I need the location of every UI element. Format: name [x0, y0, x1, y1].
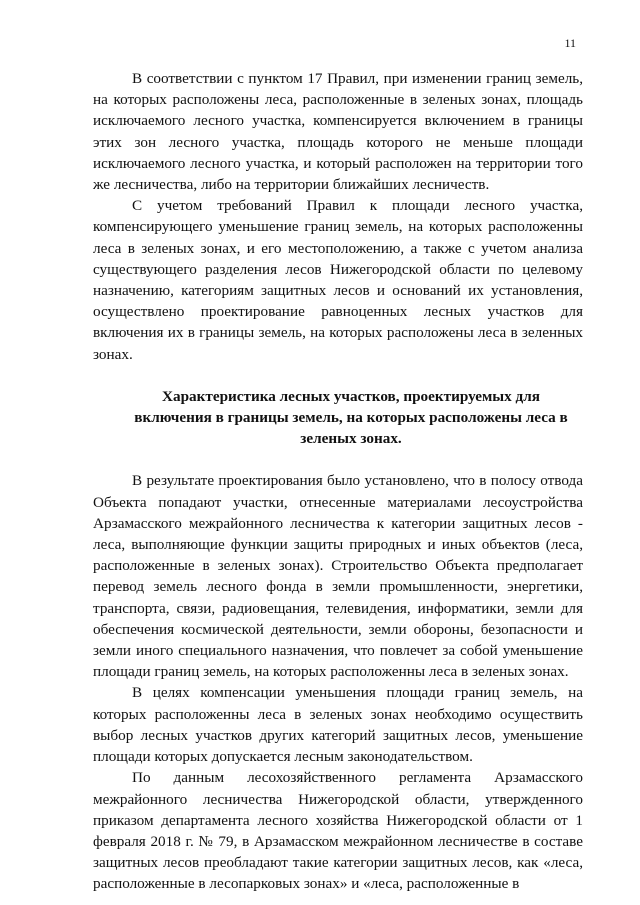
spacer — [93, 449, 583, 470]
paragraph-regulation-data: По данным лесохозяйственного регламента Арзамасского межрайонного лесничества Нижегородской области, утвержденного приказом департамента лесного хозяйства Нижегородской области от 1 февраля 2018 г. № 79, в Арзамасском межрайонном лесничестве в составе защитных лесов преобладают такие категории защитных лесов, как «леса, расположенные в лесопарковых зонах» и «леса, расположенные в — [93, 769, 583, 893]
paragraph-requirements: С учетом требований Правил к площади лесного участка, компенсирующего уменьшение границ земель, на которых расположенны леса в зеленых зонах, и его местоположению, а также с учетом анализа существующего разделения лесов Нижегородской области по целевому назначению, категориям защитных лесов и оснований их установления, осуществлено проектирование равноценных лесных участков для включения их в границы земель, на которых расположены леса в зеленных зонах. — [93, 197, 583, 363]
paragraph-design-results: В результате проектирования было установлено, что в полосу отвода Объекта попадают участки, отнесенные материалами лесоустройства Арзамасского межрайонного лесничества к категории защитных лесов - леса, выполняющие функции защиты природных и иных объектов (леса, расположенные в зеленых зонах). Строительство Объекта предполагает перевод земель лесного фонда в земли промышленности, энергетики, транспорта, связи, радиовещания, телевидения, информатики, земли для обеспечения космической деятельности, земли обороны, безопасности и земли иного специального назначения, что повлечет за собой уменьшение площади границ земель, на которых расположенны леса в зеленых зонах. — [93, 472, 583, 681]
spacer — [93, 365, 583, 386]
page-number: 11 — [564, 36, 576, 50]
paragraph-compensation-rule: В соответствии с пунктом 17 Правил, при изменении границ земель, на которых расположены леса, расположенные в зеленых зонах, площадь исключаемого лесного участка, компенсируется включением в границы этих зон лесного участка, площадь которого не меньше площади исключаемого лесного участка, и который расположен на территории того же лесничества, либо на территории ближайших лесничеств. — [93, 70, 583, 194]
paragraph-compensation-goal: В целях компенсации уменьшения площади границ земель, на которых расположенны леса в зеленых зонах необходимо осуществить выбор лесных участков других категорий защитных лесов, уменьшение площади которых допускается лесным законодательством. — [93, 684, 583, 766]
document-body — [93, 68, 583, 895]
section-heading: Характеристика лесных участков, проектируемых для включения в границы земель, на которых расположены леса в зеленых зонах. — [134, 387, 568, 448]
